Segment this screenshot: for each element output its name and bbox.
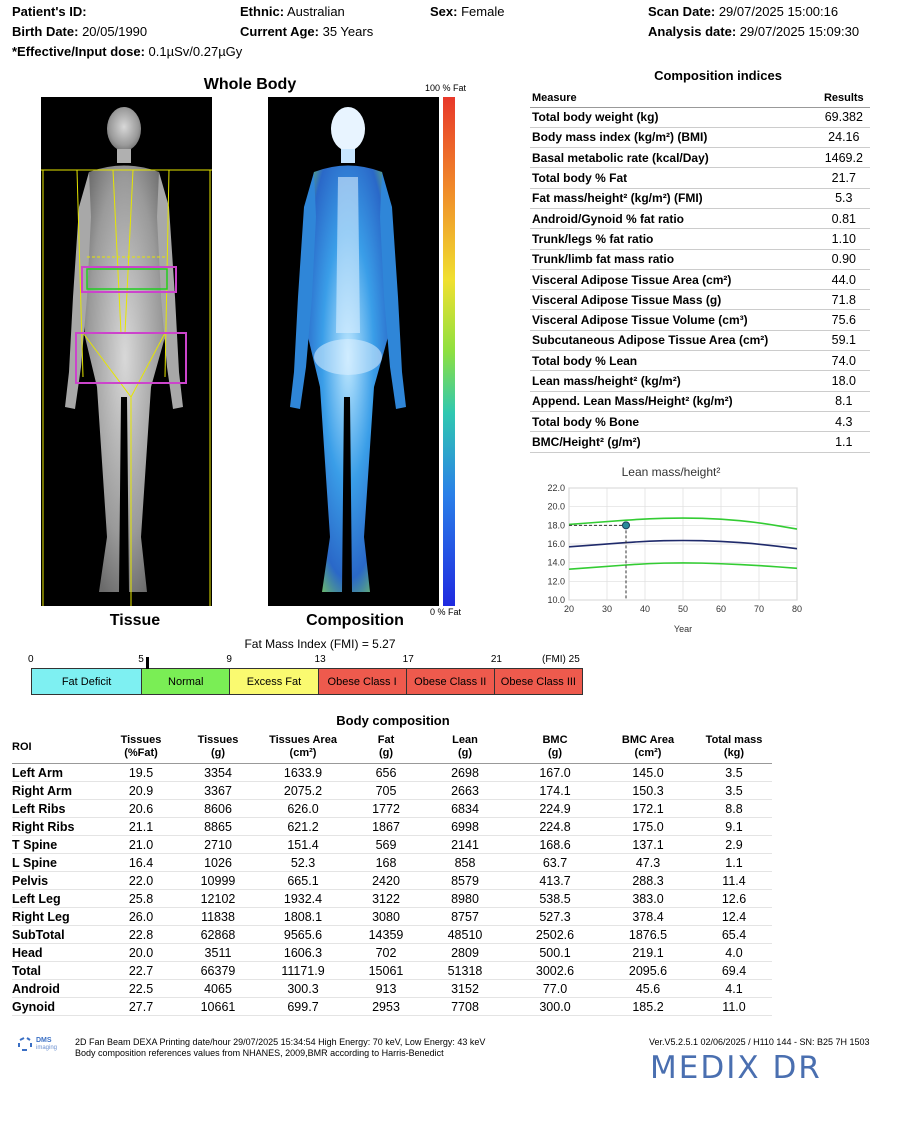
bc-roi-name: Gynoid — [12, 998, 100, 1016]
ci-row — [530, 391, 870, 411]
ci-row — [530, 269, 870, 289]
bc-cell: 11.0 — [696, 998, 772, 1016]
chart-y-tick-label: 12.0 — [547, 576, 565, 587]
bc-cell: 621.2 — [254, 818, 352, 836]
analysis-date-field — [648, 24, 859, 39]
ci-row — [530, 188, 870, 208]
bc-cell: 2953 — [352, 998, 420, 1016]
chart-y-tick-label: 14.0 — [547, 557, 565, 568]
ci-row — [530, 351, 870, 371]
composition-caption: Composition — [306, 612, 404, 629]
bc-cell: 137.1 — [600, 836, 696, 854]
bc-column-header — [420, 734, 510, 764]
bc-cell: 150.3 — [600, 782, 696, 800]
bc-cell: 1867 — [352, 818, 420, 836]
ci-row — [530, 208, 870, 228]
fmi-segment: Normal — [141, 668, 230, 695]
bc-cell: 538.5 — [510, 890, 600, 908]
bc-row — [12, 998, 772, 1016]
bc-row — [12, 962, 772, 980]
bc-cell: 15061 — [352, 962, 420, 980]
bc-cell: 48510 — [420, 926, 510, 944]
fmi-segment: Fat Deficit — [31, 668, 142, 695]
bc-roi-name: Right Arm — [12, 782, 100, 800]
bc-cell: 62868 — [182, 926, 254, 944]
bc-column-header — [100, 734, 182, 764]
fmi-segment: Excess Fat — [229, 668, 318, 695]
bc-cell: 1932.4 — [254, 890, 352, 908]
footer-version: Ver.V5.2.5.1 02/06/2025 / H110 144 - SN: B25 7H 1503 — [649, 1037, 870, 1047]
ci-row — [530, 249, 870, 269]
bc-cell: 45.6 — [600, 980, 696, 998]
ethnic-value: Australian — [286, 4, 345, 19]
bc-cell: 185.2 — [600, 998, 696, 1016]
bc-cell: 3002.6 — [510, 962, 600, 980]
bc-cell: 2.9 — [696, 836, 772, 854]
bc-header-line1: Lean — [452, 734, 478, 746]
bc-cell: 3354 — [182, 764, 254, 782]
bc-column-header — [352, 734, 420, 764]
bc-row — [12, 926, 772, 944]
ci-measure: Fat mass/height² (kg/m²) (FMI) — [530, 188, 818, 208]
fmi-segment: Obese Class II — [406, 668, 495, 695]
bc-cell: 383.0 — [600, 890, 696, 908]
bc-header-line1: Tissues Area — [269, 734, 337, 746]
bc-cell: 500.1 — [510, 944, 600, 962]
fat-color-scale — [443, 97, 455, 606]
bc-cell: 11838 — [182, 908, 254, 926]
ci-row — [530, 432, 870, 452]
ci-value: 21.7 — [818, 168, 870, 188]
bc-cell: 224.9 — [510, 800, 600, 818]
bc-cell: 3511 — [182, 944, 254, 962]
bc-cell: 6834 — [420, 800, 510, 818]
ci-measure: Total body % Bone — [530, 411, 818, 431]
bc-cell: 52.3 — [254, 854, 352, 872]
chart-y-tick-label: 16.0 — [547, 539, 565, 549]
ci-value: 18.0 — [818, 371, 870, 391]
bc-header-line1: BMC Area — [621, 734, 675, 746]
ci-row — [530, 330, 870, 350]
bc-cell: 1876.5 — [600, 926, 696, 944]
ci-measure: Subcutaneous Adipose Tissue Area (cm²) — [530, 330, 818, 350]
ci-measure: Append. Lean Mass/Height² (kg/m²) — [530, 391, 818, 411]
ci-measure: Total body weight (kg) — [530, 107, 818, 127]
ci-results-header: Results — [818, 90, 870, 107]
bc-cell: 145.0 — [600, 764, 696, 782]
fmi-marker — [146, 657, 149, 669]
ci-value: 8.1 — [818, 391, 870, 411]
chart-x-tick-label: 30 — [601, 604, 613, 614]
ci-value: 44.0 — [818, 269, 870, 289]
ci-value: 4.3 — [818, 411, 870, 431]
medix-dr-logo: MEDIX DR — [650, 1050, 822, 1086]
ci-value: 24.16 — [818, 127, 870, 147]
bc-cell: 1808.1 — [254, 908, 352, 926]
bc-cell: 20.9 — [100, 782, 182, 800]
birth-date-value: 20/05/1990 — [82, 24, 148, 39]
bc-cell: 288.3 — [600, 872, 696, 890]
bc-cell: 2710 — [182, 836, 254, 854]
ci-measure: Trunk/legs % fat ratio — [530, 229, 818, 249]
ci-row — [530, 168, 870, 188]
bc-cell: 51318 — [420, 962, 510, 980]
bc-cell: 21.0 — [100, 836, 182, 854]
bc-column-header — [510, 734, 600, 764]
sex-value: Female — [461, 4, 505, 19]
ci-value: 59.1 — [818, 330, 870, 350]
scale-bottom-label: 0 % Fat — [430, 607, 462, 617]
bc-roi-name: Head — [12, 944, 100, 962]
bc-cell: 172.1 — [600, 800, 696, 818]
bc-cell: 913 — [352, 980, 420, 998]
bc-roi-name: Pelvis — [12, 872, 100, 890]
bc-cell: 4.0 — [696, 944, 772, 962]
fmi-tick-label: 21 — [490, 654, 502, 665]
bc-cell: 69.4 — [696, 962, 772, 980]
bc-cell: 22.7 — [100, 962, 182, 980]
fmi-tick-label: 5 — [138, 654, 144, 665]
chart-x-tick-label: 60 — [715, 604, 727, 614]
bc-cell: 27.7 — [100, 998, 182, 1016]
bc-cell: 11171.9 — [254, 962, 352, 980]
ci-row — [530, 127, 870, 147]
bc-row — [12, 800, 772, 818]
ci-measure: Android/Gynoid % fat ratio — [530, 208, 818, 228]
bc-roi-name: Android — [12, 980, 100, 998]
bc-cell: 8980 — [420, 890, 510, 908]
ethnic-field — [240, 4, 345, 19]
bc-row — [12, 980, 772, 998]
tissue-scan-image — [41, 97, 212, 606]
bc-cell: 8606 — [182, 800, 254, 818]
dose-label: *Effective/Input dose: — [12, 44, 145, 59]
ci-row — [530, 411, 870, 431]
ci-value: 1.10 — [818, 229, 870, 249]
fmi-segment: Obese Class I — [318, 668, 407, 695]
ci-measure-header: Measure — [530, 90, 818, 107]
ci-row — [530, 290, 870, 310]
age-label: Current Age: — [240, 24, 319, 39]
bc-roi-name: Left Arm — [12, 764, 100, 782]
bc-cell: 219.1 — [600, 944, 696, 962]
fmi-tick-label: 13 — [314, 654, 326, 665]
bc-cell: 626.0 — [254, 800, 352, 818]
analysis-date-value: 29/07/2025 15:09:30 — [739, 24, 860, 39]
bc-cell: 47.3 — [600, 854, 696, 872]
chart-x-tick-label: 20 — [563, 604, 575, 614]
bc-cell: 527.3 — [510, 908, 600, 926]
bc-cell: 77.0 — [510, 980, 600, 998]
bc-row — [12, 854, 772, 872]
bc-header-line2: (cm²) — [289, 747, 317, 759]
bc-row — [12, 782, 772, 800]
bc-cell: 1.1 — [696, 854, 772, 872]
composition-indices-title: Composition indices — [654, 68, 782, 83]
bc-header-line1: Tissues — [120, 734, 162, 746]
ci-value: 69.382 — [818, 107, 870, 127]
bc-cell: 2075.2 — [254, 782, 352, 800]
age-value: 35 Years — [322, 24, 374, 39]
bc-cell: 2663 — [420, 782, 510, 800]
chart-y-tick-label: 20.0 — [547, 501, 565, 512]
bc-cell: 9565.6 — [254, 926, 352, 944]
bc-cell: 10999 — [182, 872, 254, 890]
bc-header-line2: (g) — [378, 747, 394, 759]
bc-cell: 25.8 — [100, 890, 182, 908]
ci-row — [530, 310, 870, 330]
bc-header-line2: (cm²) — [634, 747, 662, 759]
lean-mass-chart-svg — [530, 460, 906, 640]
bc-cell: 12102 — [182, 890, 254, 908]
bc-column-header — [12, 734, 100, 764]
bc-cell: 2698 — [420, 764, 510, 782]
bc-cell: 66379 — [182, 962, 254, 980]
body-composition-title: Body composition — [336, 713, 450, 728]
bc-roi-name: Total — [12, 962, 100, 980]
tissue-caption: Tissue — [109, 612, 161, 629]
bc-header-line1: Total mass — [705, 734, 763, 746]
dose-value: 0.1µSv/0.27µGy — [148, 44, 243, 59]
bc-row — [12, 836, 772, 854]
ci-measure: Visceral Adipose Tissue Volume (cm³) — [530, 310, 818, 330]
sex-label: Sex: — [430, 4, 458, 19]
bc-row — [12, 890, 772, 908]
bc-cell: 16.4 — [100, 854, 182, 872]
bc-cell: 20.0 — [100, 944, 182, 962]
bc-cell: 20.6 — [100, 800, 182, 818]
bc-header-line2: (kg) — [723, 747, 745, 759]
ethnic-label: Ethnic: — [240, 4, 285, 19]
ci-row — [530, 371, 870, 391]
bc-cell: 168.6 — [510, 836, 600, 854]
bc-cell: 151.4 — [254, 836, 352, 854]
ci-value: 71.8 — [818, 290, 870, 310]
bc-cell: 2502.6 — [510, 926, 600, 944]
bc-column-header — [182, 734, 254, 764]
bc-header-line2: (g) — [547, 747, 563, 759]
birth-date-field — [12, 24, 147, 39]
ci-measure: Body mass index (kg/m²) (BMI) — [530, 127, 818, 147]
bc-cell: 1606.3 — [254, 944, 352, 962]
bc-roi-name: Right Leg — [12, 908, 100, 926]
scan-date-value: 29/07/2025 15:00:16 — [718, 4, 839, 19]
bc-cell: 699.7 — [254, 998, 352, 1016]
bc-cell: 300.3 — [254, 980, 352, 998]
ci-value: 74.0 — [818, 351, 870, 371]
chart-y-tick-label: 18.0 — [547, 520, 565, 531]
footer-line-2: Body composition references values from NHANES, 2009,BMR according to Harris-Benedict — [75, 1048, 444, 1058]
whole-body-title: Whole Body — [203, 76, 297, 93]
bc-cell: 705 — [352, 782, 420, 800]
bc-roi-name: L Spine — [12, 854, 100, 872]
lean-mass-chart — [530, 460, 906, 640]
bc-cell: 300.0 — [510, 998, 600, 1016]
bc-cell: 656 — [352, 764, 420, 782]
patient-id-field — [12, 4, 87, 19]
bc-cell: 22.5 — [100, 980, 182, 998]
bc-cell: 9.1 — [696, 818, 772, 836]
sex-field — [430, 4, 504, 19]
bc-roi-name: T Spine — [12, 836, 100, 854]
body-composition-table — [12, 734, 772, 1016]
ci-row — [530, 148, 870, 168]
dms-logo — [18, 1037, 70, 1055]
bc-row — [12, 818, 772, 836]
bc-header-line2: (g) — [457, 747, 473, 759]
bc-cell: 569 — [352, 836, 420, 854]
analysis-date-label: Analysis date: — [648, 24, 737, 39]
chart-patient-point — [623, 522, 630, 529]
bc-roi-name: Right Ribs — [12, 818, 100, 836]
bc-cell: 167.0 — [510, 764, 600, 782]
bc-cell: 413.7 — [510, 872, 600, 890]
bc-cell: 8865 — [182, 818, 254, 836]
bc-cell: 1026 — [182, 854, 254, 872]
bc-cell: 10661 — [182, 998, 254, 1016]
bc-cell: 702 — [352, 944, 420, 962]
bc-header-line1: BMC — [542, 734, 568, 746]
bc-cell: 65.4 — [696, 926, 772, 944]
bc-cell: 224.8 — [510, 818, 600, 836]
ci-value: 0.90 — [818, 249, 870, 269]
ci-measure: Total body % Fat — [530, 168, 818, 188]
bc-cell: 1772 — [352, 800, 420, 818]
fmi-tick-label: 9 — [226, 654, 232, 665]
bc-column-header — [696, 734, 772, 764]
bc-cell: 2095.6 — [600, 962, 696, 980]
bc-row — [12, 764, 772, 782]
age-field — [240, 24, 373, 39]
bc-cell: 378.4 — [600, 908, 696, 926]
ci-measure: Lean mass/height² (kg/m²) — [530, 371, 818, 391]
bc-cell: 11.4 — [696, 872, 772, 890]
bc-roi-name: Left Ribs — [12, 800, 100, 818]
bc-cell: 4.1 — [696, 980, 772, 998]
bc-cell: 3.5 — [696, 764, 772, 782]
fmi-segment: Obese Class III — [494, 668, 583, 695]
ci-value: 5.3 — [818, 188, 870, 208]
fmi-tick-label: 17 — [402, 654, 414, 665]
bc-cell: 3.5 — [696, 782, 772, 800]
ci-row — [530, 107, 870, 127]
fmi-tick-label: (FMI) 25 — [542, 654, 580, 665]
fmi-tick-label: 0 — [28, 654, 34, 665]
bc-cell: 12.4 — [696, 908, 772, 926]
ci-value: 0.81 — [818, 208, 870, 228]
fmi-title: Fat Mass Index (FMI) = 5.27 — [244, 637, 396, 651]
bc-column-header — [254, 734, 352, 764]
ci-value: 1.1 — [818, 432, 870, 452]
bc-row — [12, 872, 772, 890]
dms-logo-icon — [18, 1037, 32, 1051]
bc-cell: 12.6 — [696, 890, 772, 908]
bc-cell: 63.7 — [510, 854, 600, 872]
bc-cell: 8579 — [420, 872, 510, 890]
bc-cell: 19.5 — [100, 764, 182, 782]
bc-column-header — [600, 734, 696, 764]
patient-id-label: Patient's ID: — [12, 4, 87, 19]
bc-cell: 175.0 — [600, 818, 696, 836]
dms-logo-text: DMS — [36, 1037, 52, 1044]
ci-measure: Visceral Adipose Tissue Area (cm²) — [530, 269, 818, 289]
dms-logo-subtext: imaging — [36, 1045, 58, 1051]
ci-header-row — [530, 90, 870, 107]
bc-header-line2: (%Fat) — [124, 747, 158, 759]
chart-x-axis-label: Year — [673, 624, 693, 634]
ci-row — [530, 229, 870, 249]
bc-cell: 174.1 — [510, 782, 600, 800]
chart-x-tick-label: 70 — [753, 604, 765, 614]
chart-x-tick-label: 80 — [791, 604, 803, 614]
ci-measure: Total body % Lean — [530, 351, 818, 371]
bc-header-line1: Tissues — [197, 734, 239, 746]
bc-header-line1: Fat — [377, 734, 395, 746]
bc-cell: 2420 — [352, 872, 420, 890]
chart-x-tick-label: 40 — [639, 604, 651, 614]
bc-cell: 21.1 — [100, 818, 182, 836]
chart-y-tick-label: 22.0 — [547, 483, 565, 493]
scan-date-field — [648, 4, 838, 19]
bc-row — [12, 908, 772, 926]
bc-cell: 858 — [420, 854, 510, 872]
bc-header-line1: ROI — [12, 740, 32, 753]
bc-cell: 14359 — [352, 926, 420, 944]
bc-cell: 4065 — [182, 980, 254, 998]
birth-date-label: Birth Date: — [12, 24, 79, 39]
dose-field — [12, 44, 242, 59]
scale-top-label: 100 % Fat — [425, 83, 467, 93]
bc-cell: 8757 — [420, 908, 510, 926]
chart-x-tick-label: 50 — [677, 604, 689, 614]
bc-cell: 3122 — [352, 890, 420, 908]
bc-header-row — [12, 734, 772, 764]
bc-header-line2: (g) — [210, 747, 226, 759]
bc-roi-name: SubTotal — [12, 926, 100, 944]
ci-measure: Trunk/limb fat mass ratio — [530, 249, 818, 269]
bc-cell: 665.1 — [254, 872, 352, 890]
ci-measure: Visceral Adipose Tissue Mass (g) — [530, 290, 818, 310]
bc-cell: 6998 — [420, 818, 510, 836]
bc-cell: 1633.9 — [254, 764, 352, 782]
chart-title: Lean mass/height² — [621, 465, 721, 479]
bc-cell: 22.0 — [100, 872, 182, 890]
bc-cell: 168 — [352, 854, 420, 872]
bc-cell: 3080 — [352, 908, 420, 926]
bc-cell: 8.8 — [696, 800, 772, 818]
chart-y-tick-label: 10.0 — [547, 595, 565, 605]
bc-roi-name: Left Leg — [12, 890, 100, 908]
scan-date-label: Scan Date: — [648, 4, 716, 19]
ci-measure: BMC/Height² (g/m²) — [530, 432, 818, 452]
bc-cell: 7708 — [420, 998, 510, 1016]
bc-cell: 3367 — [182, 782, 254, 800]
footer-line-1: 2D Fan Beam DEXA Printing date/hour 29/07/2025 15:34:54 High Energy: 70 keV, Low Energy: 43 keV — [75, 1037, 486, 1047]
bc-cell: 22.8 — [100, 926, 182, 944]
ci-value: 75.6 — [818, 310, 870, 330]
ci-measure: Basal metabolic rate (kcal/Day) — [530, 148, 818, 168]
composition-indices-table — [530, 90, 870, 453]
bc-row — [12, 944, 772, 962]
bc-cell: 26.0 — [100, 908, 182, 926]
ci-value: 1469.2 — [818, 148, 870, 168]
bc-cell: 2809 — [420, 944, 510, 962]
bc-cell: 2141 — [420, 836, 510, 854]
composition-scan-image — [268, 97, 439, 606]
bc-cell: 3152 — [420, 980, 510, 998]
